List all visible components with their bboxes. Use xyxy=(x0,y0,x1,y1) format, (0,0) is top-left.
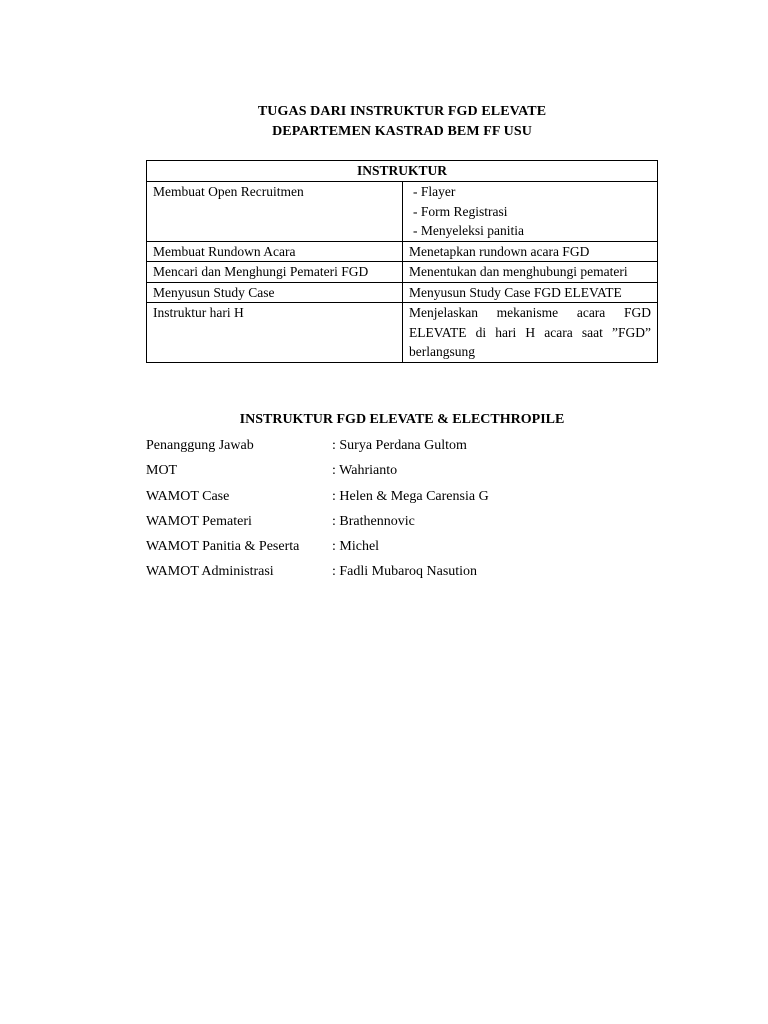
assignment-role: WAMOT Case xyxy=(146,488,230,504)
assignment-name: : Surya Perdana Gultom xyxy=(332,438,467,453)
detail-list-item: - Menyeleksi panitia xyxy=(413,223,524,238)
table-header: INSTRUKTUR xyxy=(147,161,658,182)
detail-cell: Menyusun Study Case FGD ELEVATE xyxy=(403,282,658,303)
table-row xyxy=(147,262,658,283)
assignment-role: Penanggung Jawab xyxy=(146,438,254,453)
task-cell: Mencari dan Menghungi Pemateri FGD xyxy=(147,262,403,283)
assignment-role: WAMOT Administrasi xyxy=(146,564,274,580)
table-row xyxy=(147,282,658,303)
detail-cell: Menetapkan rundown acara FGD xyxy=(403,241,658,262)
assignment-name: : Helen & Mega Carensia G xyxy=(332,488,489,504)
task-cell: Membuat Open Recruitmen xyxy=(147,182,403,242)
document-title xyxy=(0,102,768,142)
list-item xyxy=(146,512,666,537)
title-line-1: TUGAS DARI INSTRUKTUR FGD ELEVATE xyxy=(257,104,547,119)
task-cell: Menyusun Study Case xyxy=(147,282,403,303)
detail-cell xyxy=(403,182,658,242)
assignment-role: WAMOT Pemateri xyxy=(146,513,252,529)
detail-list-item: - Flayer xyxy=(413,184,456,199)
assignment-list xyxy=(146,436,666,588)
detail-cell: Menjelaskan mekanisme acara FGD ELEVATE di hari H acara saat ”FGD” berlangsung xyxy=(403,303,658,363)
assignment-name: : Fadli Mubaroq Nasution xyxy=(332,564,478,580)
list-item xyxy=(146,436,666,461)
table-row xyxy=(147,241,658,262)
task-cell: Instruktur hari H xyxy=(147,303,403,363)
table-header-row xyxy=(147,161,658,182)
assignment-name: : Michel xyxy=(332,539,380,555)
list-item xyxy=(146,461,666,486)
table-row xyxy=(147,182,658,242)
assignment-role: MOT xyxy=(146,463,178,479)
list-item xyxy=(146,562,666,587)
instruktur-task-table xyxy=(146,160,658,363)
assignments-title: INSTRUKTUR FGD ELEVATE & ELECTHROPILE xyxy=(239,412,565,427)
task-cell: Membuat Rundown Acara xyxy=(147,241,403,262)
assignment-name: : Wahrianto xyxy=(332,463,398,479)
detail-list-item: - Form Registrasi xyxy=(413,203,508,219)
assignment-name: : Brathennovic xyxy=(332,513,415,529)
list-item xyxy=(146,537,666,562)
list-item xyxy=(146,487,666,512)
table-row xyxy=(147,303,658,363)
assignment-role: WAMOT Panitia & Peserta xyxy=(146,539,300,555)
detail-cell: Menentukan dan menghubungi pemateri xyxy=(403,262,658,283)
title-line-2: DEPARTEMEN KASTRAD BEM FF USU xyxy=(272,124,532,139)
